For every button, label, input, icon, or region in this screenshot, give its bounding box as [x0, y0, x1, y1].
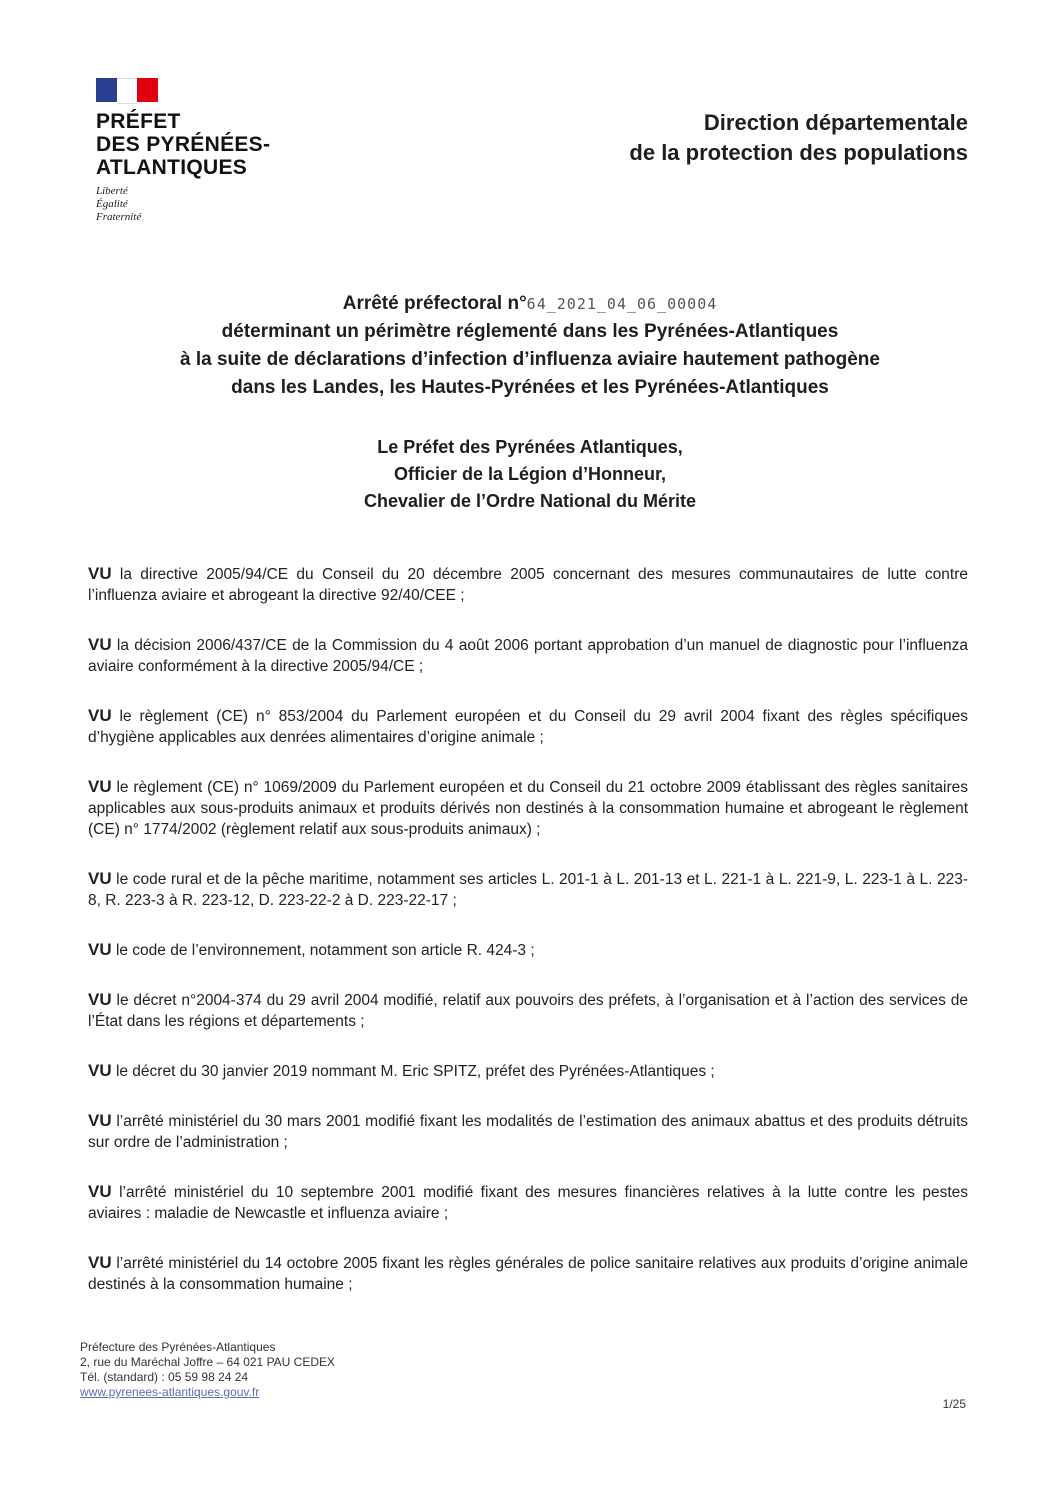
visa-text: le code de l’environnement, notamment son article R. 424-3 ;	[115, 942, 535, 959]
visa-item	[88, 563, 968, 606]
visa-item	[88, 1110, 968, 1153]
visa-vu: VU	[88, 635, 112, 654]
page-number: 1/25	[942, 1397, 966, 1411]
issuing-direction	[629, 108, 968, 168]
visa-item	[88, 1060, 968, 1082]
logo-line: PRÉFET	[96, 110, 181, 133]
prefet-titles	[100, 434, 960, 515]
visa-vu: VU	[88, 706, 112, 725]
arrete-heading	[100, 290, 960, 318]
visa-vu: VU	[88, 869, 112, 888]
title-line: à la suite de déclarations d’infection d’influenza aviaire hautement pathogène	[180, 349, 880, 370]
footer-line: 2, rue du Maréchal Joffre – 64 021 PAU CEDEX	[80, 1355, 336, 1369]
logo-line: ATLANTIQUES	[96, 156, 248, 179]
visa-vu: VU	[88, 990, 112, 1009]
visa-text: la décision 2006/437/CE de la Commission du 4 août 2006 portant approbation d’un manuel de diagnostic pour l’influenza aviaire conformément à la directive 2005/94/CE ;	[88, 637, 968, 675]
website-link[interactable]: www.pyrenees-atlantiques.gouv.fr	[80, 1385, 260, 1399]
visa-text: l’arrêté ministériel du 10 septembre 2001 modifié fixant des mesures financières relatives à la lutte contre les pestes aviaires : maladie de Newcastle et influenza aviaire ;	[88, 1184, 968, 1222]
visa-vu: VU	[88, 1061, 112, 1080]
visa-text: le décret du 30 janvier 2019 nommant M. Eric SPITZ, préfet des Pyrénées-Atlantiques ;	[115, 1063, 715, 1080]
logo-wordmark	[96, 110, 270, 179]
visa-text: l’arrêté ministériel du 14 octobre 2005 fixant les règles générales de police sanitaire relatives aux produits d’origine animale destinés à la consommation humaine ;	[88, 1255, 968, 1293]
arrete-number: 64_2021_04_06_00004	[526, 295, 718, 313]
prefet-logo	[96, 78, 270, 224]
visa-text: la directive 2005/94/CE du Conseil du 20 décembre 2005 concernant des mesures communautaires de lutte contre l’influenza aviaire et abrogeant la directive 92/40/CEE ;	[88, 566, 969, 604]
visa-vu: VU	[88, 777, 112, 796]
prefet-line: Officier de la Légion d’Honneur,	[393, 464, 667, 484]
visa-vu: VU	[88, 564, 112, 583]
flag-white-band	[117, 78, 137, 104]
visa-text: le décret n°2004-374 du 29 avril 2004 modifié, relatif aux pouvoirs des préfets, à l’organisation et à l’action des services de l’État dans les régions et départements ;	[88, 992, 968, 1030]
visa-item	[88, 1181, 968, 1224]
marianne-flag-icon	[96, 78, 158, 102]
visa-vu: VU	[88, 1253, 112, 1272]
page-footer	[80, 1340, 335, 1400]
visa-item	[88, 634, 968, 677]
motto-line: Égalité	[96, 198, 128, 210]
logo-line: DES PYRÉNÉES-	[96, 133, 271, 156]
document-title	[100, 290, 960, 402]
flag-red-band	[137, 78, 158, 102]
motto-line: Liberté	[96, 185, 128, 197]
visa-item	[88, 868, 968, 911]
title-line: dans les Landes, les Hautes-Pyrénées et les Pyrénées-Atlantiques	[231, 377, 829, 398]
visa-item	[88, 705, 968, 748]
direction-line: Direction départementale	[703, 110, 968, 135]
visa-item	[88, 1252, 968, 1295]
visa-item	[88, 776, 968, 840]
arrete-prefix: Arrêté préfectoral n°	[342, 293, 527, 314]
footer-line: Tél. (standard) : 05 59 98 24 24	[80, 1370, 249, 1384]
visa-text: l’arrêté ministériel du 30 mars 2001 modifié fixant les modalités de l’estimation des animaux abattus et des produits détruits sur ordre de l’administration ;	[88, 1113, 968, 1151]
visa-vu: VU	[88, 940, 112, 959]
visa-text: le règlement (CE) n° 1069/2009 du Parlement européen et du Conseil du 21 octobre 2009 établissant des règles sanitaires applicables aux sous-produits animaux et produits dérivés non destinés à la consommation humaine et abrogeant le règlement (CE) n° 1774/2002 (règlement relatif aux sous-produits animaux) ;	[88, 779, 968, 838]
visa-vu: VU	[88, 1182, 112, 1201]
visas-list	[88, 563, 968, 1323]
footer-line: Préfecture des Pyrénées-Atlantiques	[80, 1340, 276, 1354]
visa-item	[88, 989, 968, 1032]
visa-vu: VU	[88, 1111, 112, 1130]
republic-motto	[96, 185, 270, 224]
visa-text: le règlement (CE) n° 853/2004 du Parlement européen et du Conseil du 29 avril 2004 fixant des règles spécifiques d’hygiène applicables aux denrées alimentaires d’origine animale ;	[88, 708, 968, 746]
flag-blue-band	[96, 78, 117, 102]
prefet-line: Le Préfet des Pyrénées Atlantiques,	[377, 437, 683, 457]
title-line: déterminant un périmètre réglementé dans les Pyrénées-Atlantiques	[221, 321, 839, 342]
prefet-line: Chevalier de l’Ordre National du Mérite	[363, 491, 697, 511]
direction-line: de la protection des populations	[629, 140, 968, 165]
visa-item	[88, 939, 968, 961]
visa-text: le code rural et de la pêche maritime, notamment ses articles L. 201-1 à L. 201-13 et L. 221-1 à L. 221-9, L. 223-1 à L. 223-8, R. 223-3 à R. 223-12, D. 223-22-2 à D. 223-22-17 ;	[88, 871, 968, 909]
motto-line: Fraternité	[96, 211, 142, 223]
